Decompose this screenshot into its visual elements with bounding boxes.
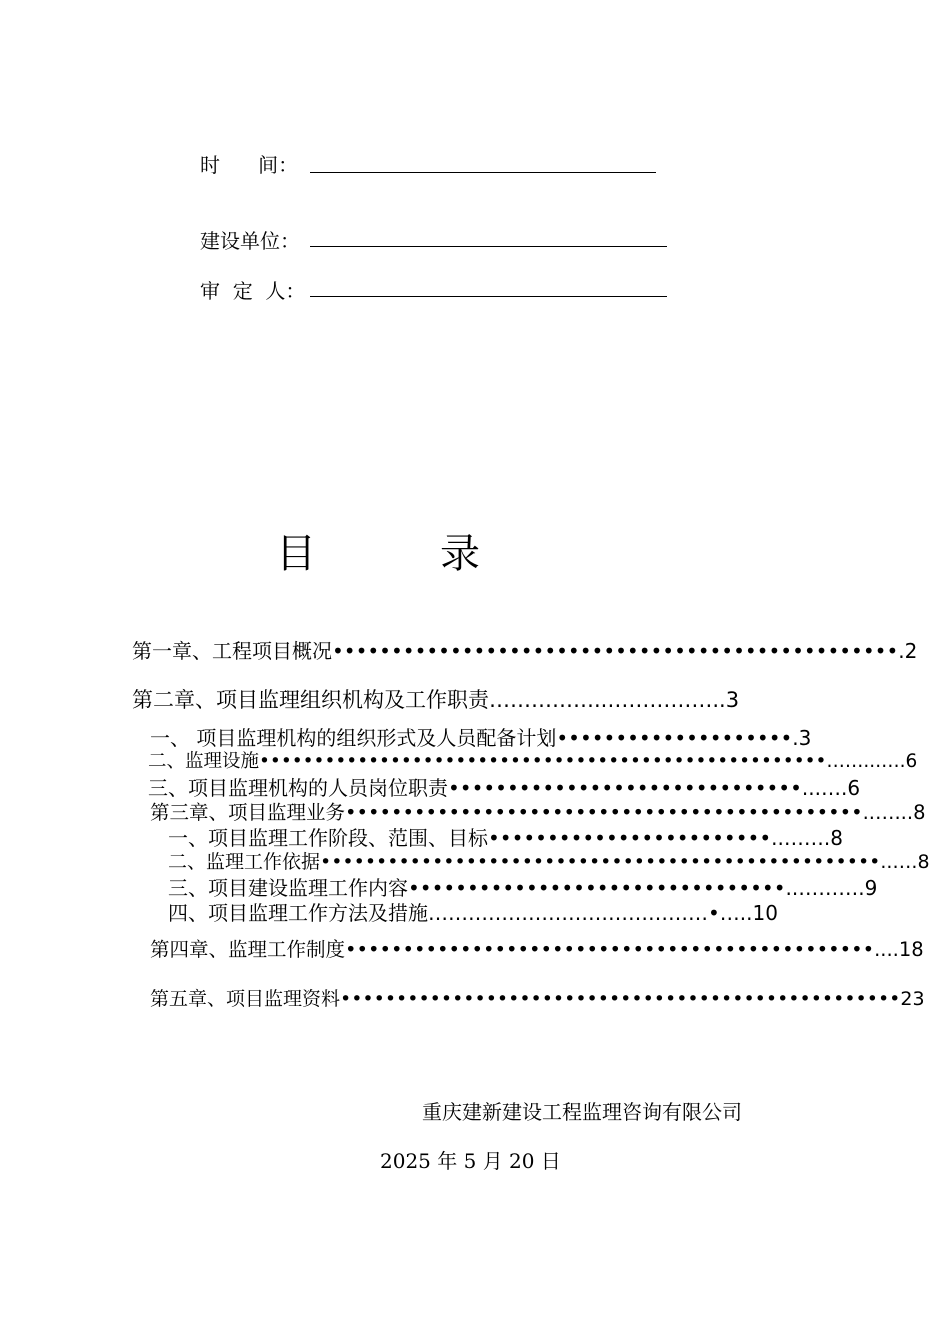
construction-unit-label: 建设单位： (200, 229, 300, 253)
time-label: 时 间： (200, 153, 299, 177)
toc-entry-2-3: 三、项目监理机构的人员岗位职责••••••••••••••••••••••••••••••...….6 (148, 776, 861, 800)
approver-field-line (310, 296, 667, 297)
toc-entry-chapter-2: 第二章、项目监理组织机构及工作职责……………..……………..3 (132, 688, 740, 712)
toc-entry-3-2: 二、监理工作依据••••••••••••••••••••••••••••••••••••••••••••••••••..….8 (168, 851, 930, 873)
toc-entry-3-4: 四、项目监理工作方法及措施……………………………………•…..10 (168, 901, 778, 925)
construction-unit-field-line (310, 246, 667, 247)
toc-entry-3-3: 三、项目建设监理工作内容••••••••••••••••••••••••••••••••..……….9 (168, 876, 878, 900)
toc-entry-3-1: 一、项目监理工作阶段、范围、目标••••••••••••••••••••••••..…….8 (168, 826, 843, 850)
toc-entry-2-1: 一、 项目监理机构的组织形式及人员配备计划••••••••••••••••••••.3 (150, 726, 812, 750)
toc-entry-chapter-3: 第三章、项目监理业务•••••••••••••••••••••••••••••••••••••••••••••..…...8 (150, 801, 926, 824)
approver-label: 审 定 人： (200, 279, 306, 303)
toc-entry-chapter-4: 第四章、监理工作制度••••••••••••••••••••••••••••••••••••••••••••••....18 (150, 938, 924, 961)
toc-title-left: 目 (276, 531, 316, 577)
toc-entry-chapter-1: 第一章、工程项目概况••••••••••••••••••••••••••••••••••••••••••••••••.2 (132, 639, 918, 663)
company-name: 重庆建新建设工程监理咨询有限公司 (422, 1100, 742, 1124)
toc-entry-chapter-5: 第五章、项目监理资料••••••••••••••••••••••••••••••••••••••••••••••••••23 (150, 988, 925, 1010)
document-date: 2025 年 5 月 20 日 (380, 1149, 561, 1173)
time-field-line (310, 172, 656, 173)
toc-entry-2-2: 二、监理设施••••••••••••••••••••••••••••••••••••••••••••••••••••……...….6 (148, 751, 918, 772)
toc-title-right: 录 (440, 531, 480, 577)
